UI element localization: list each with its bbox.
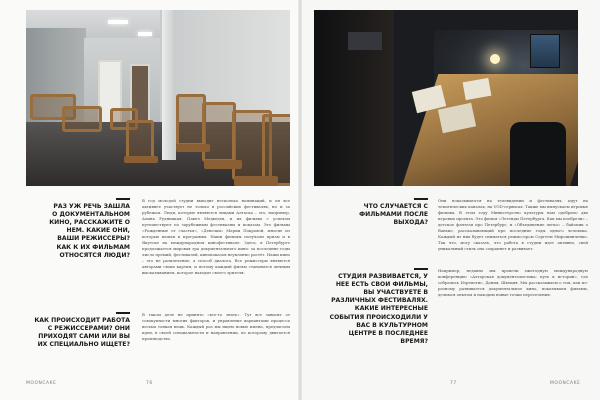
- question-marker: [414, 268, 428, 270]
- answer-1: Они показываются на телевидении и фестивалях, идут на тематических каналах, на VOD-сервисах. Также мы выпускаем игровые фильмы. В этом году Министерство культуры нам одобрило два игровых проекта. Это фильм «Легенды Петербурга. Как мы изобрели» – детское фэнтези про Петербург, и «Объединение легко» – байопик о Ваньке, рассказывающий про последние годы одного человека. Каждый из них будет сниматься режиссером Сергеем Мирошниченко. Так что, могу сказать, что работа в студии идет активно, свой уникальный стиль она сохраняет и развивает.: [438, 198, 588, 251]
- question-1: ЧТО СЛУЧАЕТСЯ С ФИЛЬМАМИ ПОСЛЕ ВЫХОДА?: [352, 198, 428, 227]
- question-marker: [414, 198, 428, 200]
- footer-brand: MOONCAKE: [26, 381, 57, 386]
- page-number: 77: [450, 381, 457, 386]
- footer-brand: MOONCAKE: [550, 381, 581, 386]
- question-2: СТУДИЯ РАЗВИВАЕТСЯ, У НЕЕ ЕСТЬ СВОИ ФИЛЬМЫ, ВЫ УЧАСТВУЕТЕ В РАЗЛИЧНЫХ ФЕСТИВАЛЯХ. КАКИЕ ИНТЕРЕСНЫЕ СОБЫТИЯ ПРОИСХОДИЛИ У ВАС В КУЛЬТУРНОМ ЦЕНТРЕ В ПОСЛЕДНЕЕ ВРЕМЯ?: [328, 268, 428, 346]
- answer-1: В год молодой студии выходит несколько номинаций, и он все активнее участвует не только в российских фестивалях, но и за рубежом. Люди, которые являются лицами Алтаска – это, например, Алина Рудницкая, Павел Медведев, и их фильмы с успехом путешествуют по зарубежным фестивалям и показам. Это фильмы «Рожденные от счастья», «Девочки» Марии Покровой, многие из которых вошли в программы. Наши фильмы получали призы и в Якутске на международном кинофестивале. Здесь, в Петербурге продолжается мировая эра документального кино: за последние годы число премий, фестивалей, кинопоказов неуклонно растёт. Наши кино – это не развлечение, а способ диалога. Все режиссеры являются авторами своих картин, и потому каждый фильм становится личным высказыванием, которое находит своего зрителя.: [142, 198, 291, 275]
- question-marker: [116, 312, 130, 314]
- answer-2: Например, недавно мы провели ежегодную международную конференцию «Алтарская документалистика: путь в истории», где собрались Изрепетис, Дания, Швеция. Мы рассказываем о том, как по-разному развивается документальное кино, показываем фильмы, делимся опытом и находим новые точки пересечения.: [438, 268, 588, 297]
- question-2: КАК ПРОИСХОДИТ РАБОТА С РЕЖИССЕРАМИ? ОНИ ПРИХОДЯТ САМИ ИЛИ ВЫ ИХ СПЕЦИАЛЬНО ИЩЕТЕ?: [34, 312, 130, 349]
- hall-with-chairs-photo: [26, 10, 290, 186]
- dark-desk-photo: [314, 10, 578, 186]
- right-page: [300, 0, 600, 400]
- page-gutter: [298, 0, 302, 400]
- answer-2: В таком деле не принято «все-то знать». Тут все зависит от совокупности многих факторов, и управление вариантами процесса весьма тонкая вещь. Каждый раз мы ищем новые имена, предлагаем идеи, в своей специальности и направлении, по которому двигается производство.: [142, 312, 290, 341]
- page-number: 76: [146, 381, 153, 386]
- question-marker: [116, 198, 130, 200]
- question-1: РАЗ УЖ РЕЧЬ ЗАШЛА О ДОКУМЕНТАЛЬНОМ КИНО, РАССКАЖИТЕ О НЕМ. КАКИЕ ОНИ, ВАШИ РЕЖИССЕРЫ? КАК К ИХ ФИЛЬМАМ ОТНОСЯТСЯ ЛЮДИ?: [48, 198, 130, 260]
